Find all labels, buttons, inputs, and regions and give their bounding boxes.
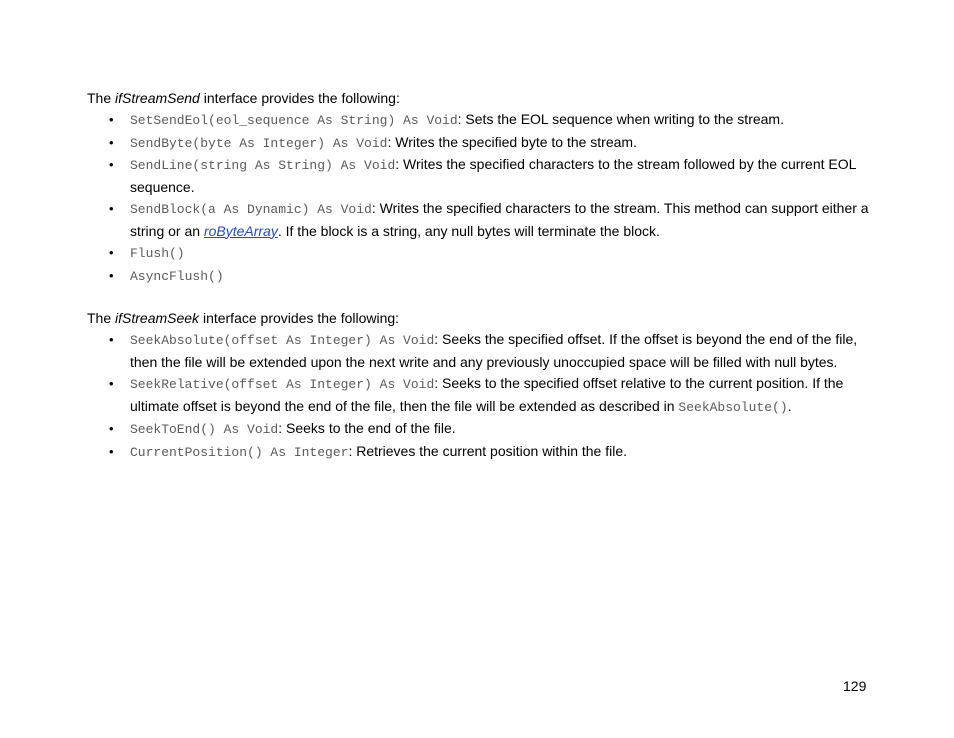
list-item [87, 441, 872, 464]
list-item [87, 242, 872, 265]
send-method-list [87, 109, 872, 287]
document-page [87, 88, 872, 463]
list-item [87, 154, 872, 198]
bullet-icon: • [109, 267, 114, 283]
method-signature: CurrentPosition() As Integer [130, 444, 349, 460]
method-description: : Seeks to the specified offset relative to the current position. If the ultimate offset is beyond the end of the file, then the file will be extended as described in [130, 375, 844, 414]
interface-name-ifstreamsend: ifStreamSend [115, 90, 200, 106]
method-reference: SeekAbsolute() [678, 399, 788, 415]
method-signature: SendBlock(a As Dynamic) As Void [130, 202, 372, 217]
bullet-icon: • [109, 245, 114, 260]
list-item [87, 132, 872, 155]
list-item [87, 418, 872, 441]
bullet-icon: • [109, 332, 114, 347]
method-signature: SeekToEnd() As Void [130, 422, 279, 437]
method-description: : Seeks the specified offset. If the offset is beyond the end of the file, then the file will be extended upon the next write and any previously unoccupied space will be filled with null bytes. [130, 331, 858, 370]
method-description: : Seeks to the end of the file. [278, 420, 456, 436]
method-signature: SendLine(string As String) As Void [130, 158, 396, 173]
bullet-icon: • [109, 421, 114, 436]
bullet-icon: • [109, 134, 114, 150]
method-signature: AsyncFlush() [130, 268, 224, 284]
seek-intro: The ifStreamSeek interface provides the following: [87, 310, 400, 326]
method-description: : Writes the specified byte to the stream. [387, 133, 637, 150]
list-item [87, 198, 872, 242]
page-number: 129 [843, 678, 867, 694]
bullet-icon: • [109, 157, 114, 172]
method-signature: SeekRelative(offset As Integer) As Void [130, 377, 435, 392]
bullet-icon: • [109, 376, 114, 391]
method-description: : Writes the specified characters to the stream. This method can support either a string or an [130, 200, 869, 239]
seek-method-list [87, 329, 872, 463]
bullet-icon: • [109, 201, 114, 216]
bullet-icon: • [109, 112, 114, 127]
method-description-end: . [787, 397, 792, 414]
method-description-continued: . If the block is a string, any null bytes will terminate the block. [277, 222, 660, 239]
method-signature: SetSendEol(eol_sequence As String) As Void [130, 113, 458, 128]
list-item [87, 109, 872, 132]
method-signature: Flush() [130, 246, 185, 261]
bullet-icon: • [109, 443, 114, 459]
list-item [87, 373, 872, 418]
interface-name-ifstreamseek: ifStreamSeek [115, 310, 200, 326]
send-intro: The ifStreamSend interface provides the following: [87, 90, 400, 106]
method-description: : Sets the EOL sequence when writing to the stream. [457, 111, 784, 127]
robytearray-link[interactable]: roByteArray [203, 222, 278, 239]
method-description: : Retrieves the current position within the file. [348, 442, 628, 459]
method-signature: SendByte(byte As Integer) As Void [130, 135, 388, 151]
method-signature: SeekAbsolute(offset As Integer) As Void [130, 333, 435, 348]
method-description: : Writes the specified characters to the stream followed by the current EOL sequence. [130, 156, 856, 195]
list-item [87, 329, 872, 373]
list-item [87, 265, 872, 288]
